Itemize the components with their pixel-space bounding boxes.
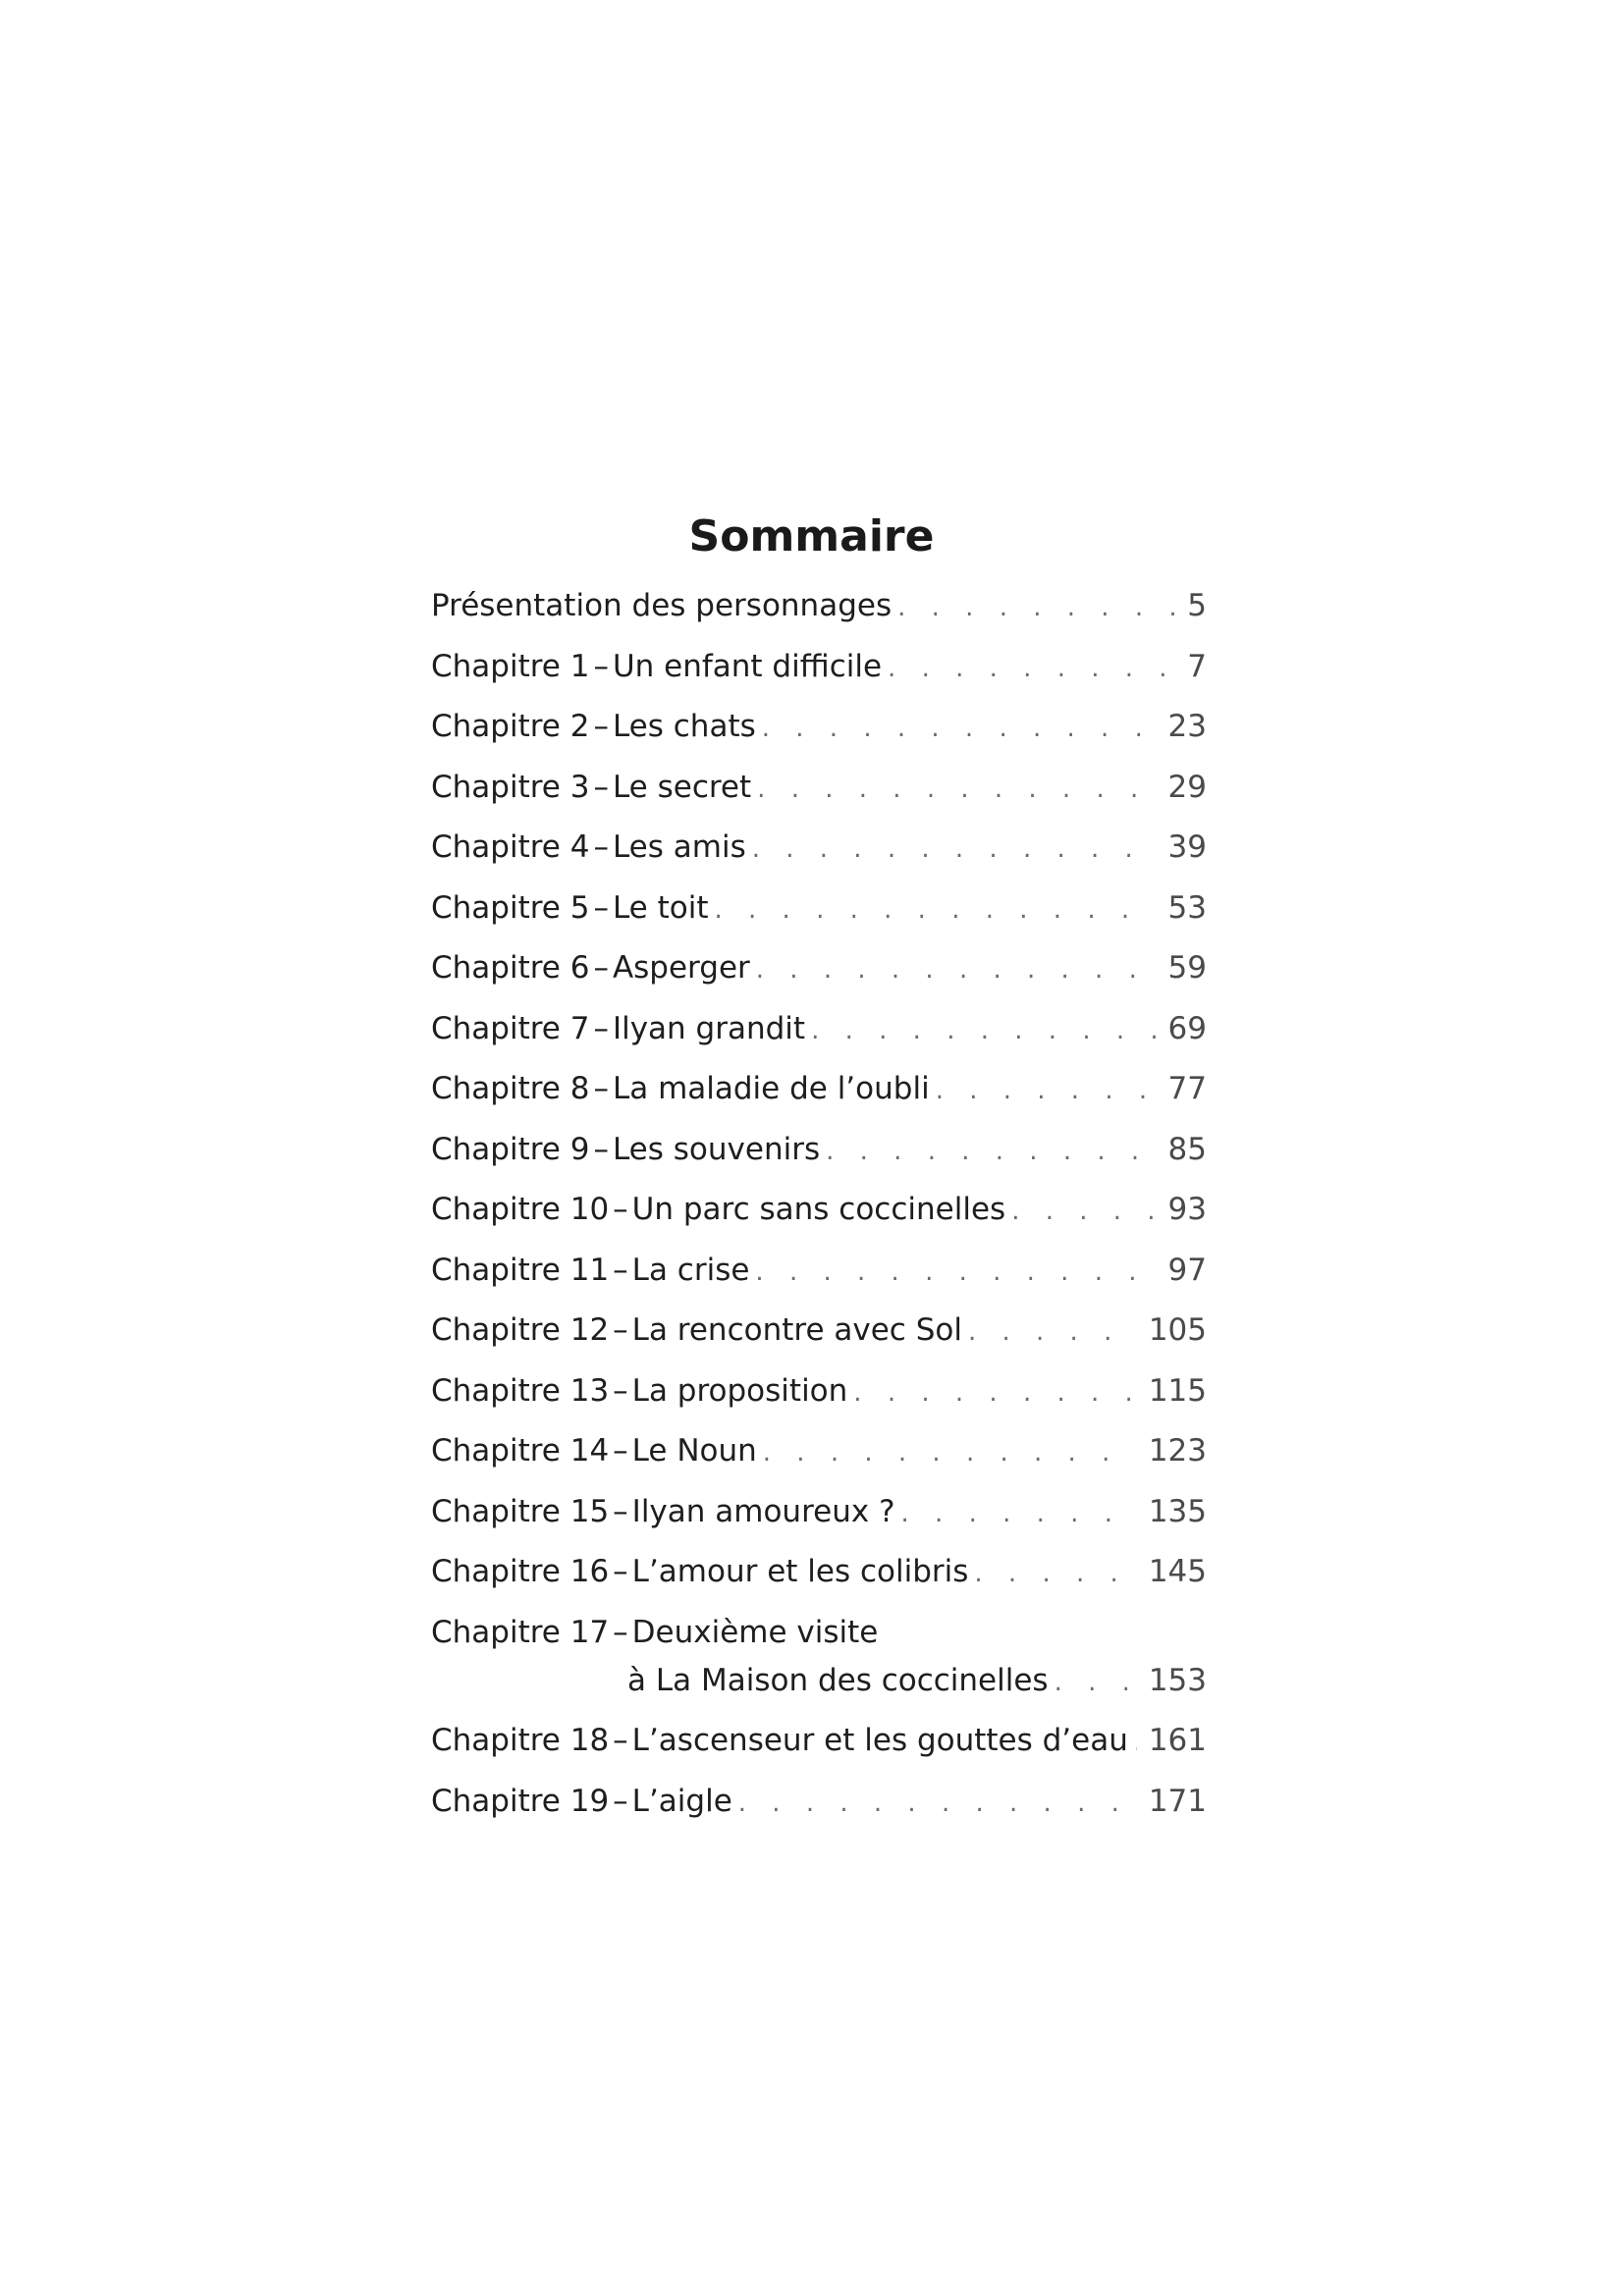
- dot-leader: [888, 643, 1175, 691]
- toc-entry-chapter-9[interactable]: [431, 1126, 1207, 1174]
- chapter-number: Chapitre 2: [431, 709, 590, 744]
- chapter-title: Le Noun: [631, 1433, 757, 1468]
- chapter-separator: –: [613, 1493, 628, 1529]
- page-number: 59: [1167, 950, 1207, 986]
- page-number: 39: [1167, 829, 1207, 865]
- chapter-separator: –: [613, 1783, 628, 1819]
- page-number: 161: [1148, 1723, 1207, 1758]
- toc-entry-chapter-6[interactable]: [431, 944, 1207, 992]
- page-number: 153: [1148, 1662, 1207, 1698]
- dot-leader: [897, 582, 1175, 630]
- chapter-number: Chapitre 11: [431, 1252, 610, 1288]
- page-number: 77: [1167, 1071, 1207, 1106]
- toc-entry-chapter-3[interactable]: [431, 764, 1207, 812]
- chapter-number: Chapitre 6: [431, 950, 590, 986]
- dot-leader: [826, 1126, 1156, 1174]
- chapter-title: Asperger: [612, 950, 750, 986]
- chapter-number: Chapitre 16: [431, 1554, 610, 1589]
- toc-entry-chapter-7[interactable]: [431, 1005, 1207, 1053]
- chapter-separator: –: [613, 1723, 628, 1758]
- toc-entry-presentation[interactable]: [431, 582, 1207, 630]
- chapter-separator: –: [613, 1614, 628, 1650]
- toc-entry-chapter-12[interactable]: [431, 1307, 1207, 1355]
- toc-entry-chapter-14[interactable]: [431, 1427, 1207, 1475]
- chapter-number: Chapitre 17: [431, 1614, 610, 1650]
- dot-leader: [752, 824, 1157, 872]
- dot-leader: [738, 1778, 1137, 1826]
- page-number: 115: [1148, 1372, 1207, 1409]
- toc-entry-chapter-1[interactable]: [431, 643, 1207, 691]
- chapter-title: Un parc sans coccinelles: [631, 1192, 1006, 1227]
- chapter-number: Chapitre 7: [431, 1010, 590, 1046]
- toc-entry-chapter-8[interactable]: [431, 1065, 1207, 1113]
- toc-entry-chapter-11[interactable]: [431, 1247, 1207, 1295]
- page-number: 29: [1167, 769, 1207, 805]
- chapter-separator: –: [593, 709, 609, 744]
- chapter-title: Un enfant difficile: [612, 648, 883, 684]
- chapter-separator: –: [593, 769, 609, 805]
- dot-leader: [756, 944, 1157, 992]
- chapter-title: L’aigle: [631, 1783, 732, 1819]
- dot-leader: [755, 1247, 1156, 1295]
- dot-leader: [853, 1367, 1137, 1415]
- chapter-separator: –: [613, 1554, 628, 1589]
- chapter-title-continued: à La Maison des coccinelles: [627, 1662, 1049, 1698]
- chapter-number: Chapitre 4: [431, 829, 590, 865]
- chapter-number: Chapitre 19: [431, 1783, 610, 1819]
- chapter-title: Ilyan amoureux ?: [631, 1493, 895, 1529]
- chapter-number: Chapitre 1: [431, 648, 590, 684]
- toc-entry-chapter-15[interactable]: [431, 1488, 1207, 1536]
- chapter-separator: –: [613, 1252, 628, 1288]
- page-number: 93: [1167, 1192, 1207, 1227]
- chapter-title: Les amis: [612, 829, 746, 865]
- chapter-title: Les souvenirs: [612, 1131, 821, 1167]
- page-number: 171: [1148, 1783, 1207, 1819]
- chapter-separator: –: [613, 1433, 628, 1468]
- page-number: 85: [1167, 1131, 1207, 1167]
- toc-entry-chapter-5[interactable]: [431, 884, 1207, 933]
- chapter-title: La rencontre avec Sol: [631, 1312, 962, 1348]
- toc-entry-chapter-18[interactable]: [431, 1717, 1207, 1765]
- toc-entry-chapter-19[interactable]: [431, 1778, 1207, 1826]
- dot-leader: [1134, 1717, 1137, 1765]
- table-of-contents: [431, 582, 1207, 1838]
- chapter-number: Chapitre 18: [431, 1723, 610, 1758]
- page-number: 69: [1167, 1010, 1207, 1046]
- chapter-separator: –: [593, 1071, 609, 1106]
- page-number: 123: [1148, 1433, 1207, 1468]
- chapter-title: L’amour et les colibris: [631, 1554, 969, 1589]
- toc-entry-chapter-4[interactable]: [431, 824, 1207, 872]
- chapter-number: Chapitre 15: [431, 1493, 610, 1529]
- chapter-title: Les chats: [612, 709, 756, 744]
- entry-label: [431, 582, 892, 630]
- chapter-title: Le secret: [612, 769, 752, 805]
- chapter-number: Chapitre 13: [431, 1372, 610, 1409]
- toc-entry-chapter-16[interactable]: [431, 1548, 1207, 1596]
- chapter-title: La crise: [631, 1252, 750, 1288]
- chapter-separator: –: [613, 1192, 628, 1227]
- chapter-title: L’ascenseur et les gouttes d’eau: [631, 1723, 1128, 1758]
- page-number: 7: [1187, 648, 1207, 684]
- chapter-number: Chapitre 8: [431, 1071, 590, 1106]
- chapter-number: Chapitre 10: [431, 1192, 610, 1227]
- chapter-title: Ilyan grandit: [612, 1010, 806, 1046]
- chapter-number: Chapitre 5: [431, 889, 590, 926]
- chapter-title: Le toit: [612, 889, 709, 926]
- entry-title: Présentation des personnages: [431, 588, 893, 623]
- dot-leader: [757, 764, 1156, 812]
- dot-leader: [1055, 1657, 1137, 1705]
- page-number: 145: [1148, 1554, 1207, 1589]
- chapter-title: La maladie de l’oubli: [612, 1071, 930, 1106]
- chapter-separator: –: [593, 829, 609, 865]
- dot-leader: [968, 1307, 1137, 1355]
- toc-entry-chapter-17[interactable]: [431, 1609, 1207, 1705]
- chapter-number: Chapitre 12: [431, 1312, 610, 1348]
- page-title: Sommaire: [688, 511, 935, 562]
- dot-leader: [715, 884, 1157, 933]
- page-number: 105: [1148, 1312, 1207, 1348]
- chapter-separator: –: [593, 950, 609, 986]
- chapter-separator: –: [593, 889, 609, 926]
- page-number: 97: [1167, 1252, 1207, 1288]
- dot-leader: [1011, 1186, 1156, 1234]
- chapter-number: Chapitre 3: [431, 769, 590, 805]
- chapter-separator: –: [613, 1372, 628, 1409]
- toc-entry-chapter-2[interactable]: [431, 703, 1207, 751]
- dot-leader: [763, 1427, 1137, 1475]
- chapter-separator: –: [593, 1131, 609, 1167]
- page-number: 23: [1167, 709, 1207, 744]
- page-number: 135: [1148, 1493, 1207, 1529]
- chapter-number: Chapitre 14: [431, 1433, 610, 1468]
- dot-leader: [974, 1548, 1136, 1596]
- page-number: 5: [1187, 588, 1207, 623]
- chapter-separator: –: [593, 1010, 609, 1046]
- chapter-title: Deuxième visite: [631, 1614, 879, 1650]
- dot-leader: [936, 1065, 1157, 1113]
- dot-leader: [811, 1005, 1156, 1053]
- page-number: 53: [1167, 889, 1207, 926]
- dot-leader: [762, 703, 1157, 751]
- chapter-separator: –: [613, 1312, 628, 1348]
- toc-entry-chapter-13[interactable]: [431, 1367, 1207, 1415]
- chapter-number: Chapitre 9: [431, 1131, 590, 1167]
- chapter-separator: –: [593, 648, 609, 684]
- dot-leader: [901, 1488, 1137, 1536]
- toc-entry-chapter-10[interactable]: [431, 1186, 1207, 1234]
- chapter-title: La proposition: [631, 1372, 848, 1409]
